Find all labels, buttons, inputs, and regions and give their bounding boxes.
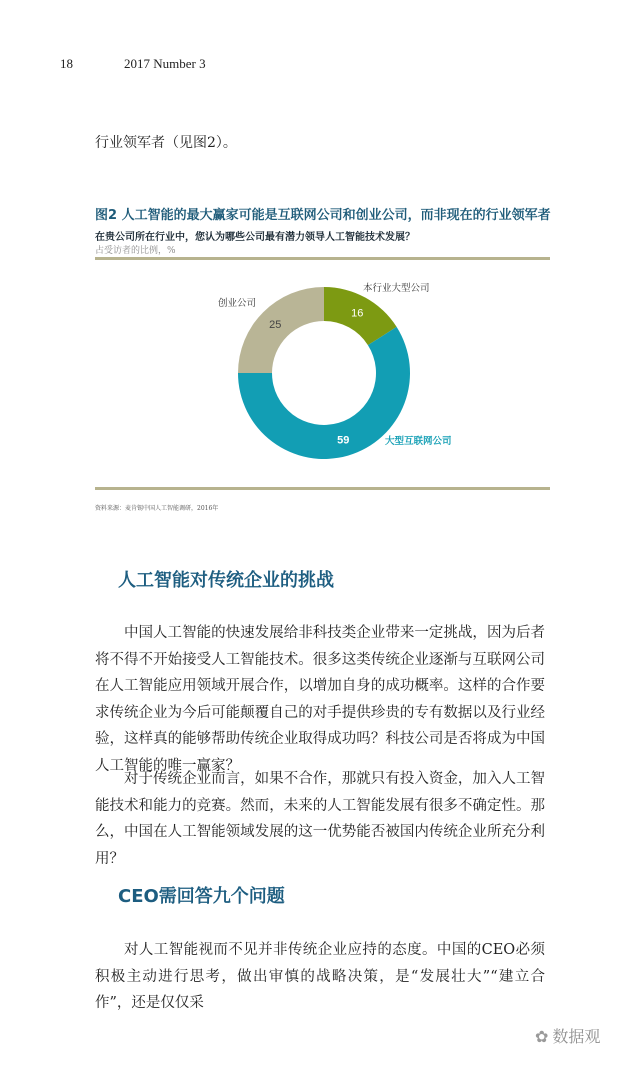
donut-chart xyxy=(95,262,550,484)
slice-label-startup: 创业公司 xyxy=(218,298,257,309)
issue-label: 2017 Number 3 xyxy=(124,56,206,71)
slice-label-internet: 大型互联网公司 xyxy=(385,436,452,447)
body-paragraph: 对人工智能视而不见并非传统企业应持的态度。中国的CEO必须积极主动进行思考，做出审慎的战略决策，是“发展壮大”“建立合作”，还是仅仅采 xyxy=(95,942,545,1011)
section-heading: 人工智能对传统企业的挑战 xyxy=(118,570,334,591)
figure-top-rule xyxy=(95,257,550,260)
figure-bottom-rule xyxy=(95,487,550,490)
page-number: 18 xyxy=(60,56,73,71)
section-heading: CEO需回答九个问题 xyxy=(118,886,285,907)
watermark-text: 数据观 xyxy=(552,1027,601,1046)
lead-text: 行业领军者（见图2）。 xyxy=(95,135,237,151)
body-paragraph: 中国人工智能的快速发展给非科技类企业带来一定挑战，因为后者将不得不开始接受人工智能技术。很多这类传统企业逐渐与互联网公司在人工智能应用领域开展合作，以增加自身的成功概率。这样的合作要求传统企业为今后可能颠覆自己的对手提供珍贵的专有数据以及行业经验，这样真的能够帮助传统企业取得成功吗？科技公司是否将成为中国人工智能的唯一赢家？ xyxy=(95,625,545,774)
figure-title: 图2 人工智能的最大赢家可能是互联网公司和创业公司，而非现在的行业领军者 xyxy=(95,208,551,223)
body-paragraph: 对于传统企业而言，如果不合作，那就只有投入资金，加入人工智能技术和能力的竞赛。然而，未来的人工智能发展有很多不确定性。那么，中国在人工智能领域发展的这一优势能否被国内传统企业所充分利用？ xyxy=(95,771,545,867)
figure-question: 在贵公司所在行业中，您认为哪些公司最有潜力领导人工智能技术发展？ xyxy=(95,232,415,243)
wechat-icon: ✿ xyxy=(535,1027,549,1046)
slice-label-incumbent: 本行业大型公司 xyxy=(363,283,430,294)
slice-value-incumbent: 16 xyxy=(351,307,364,320)
figure-source: 资料来源：麦肯锡中国人工智能调研，2016年 xyxy=(95,505,219,512)
figure-unit: 占受访者的比例，% xyxy=(95,246,176,256)
watermark xyxy=(535,1024,600,1047)
slice-value-startup: 25 xyxy=(269,319,282,332)
slice-value-internet: 59 xyxy=(337,434,350,447)
